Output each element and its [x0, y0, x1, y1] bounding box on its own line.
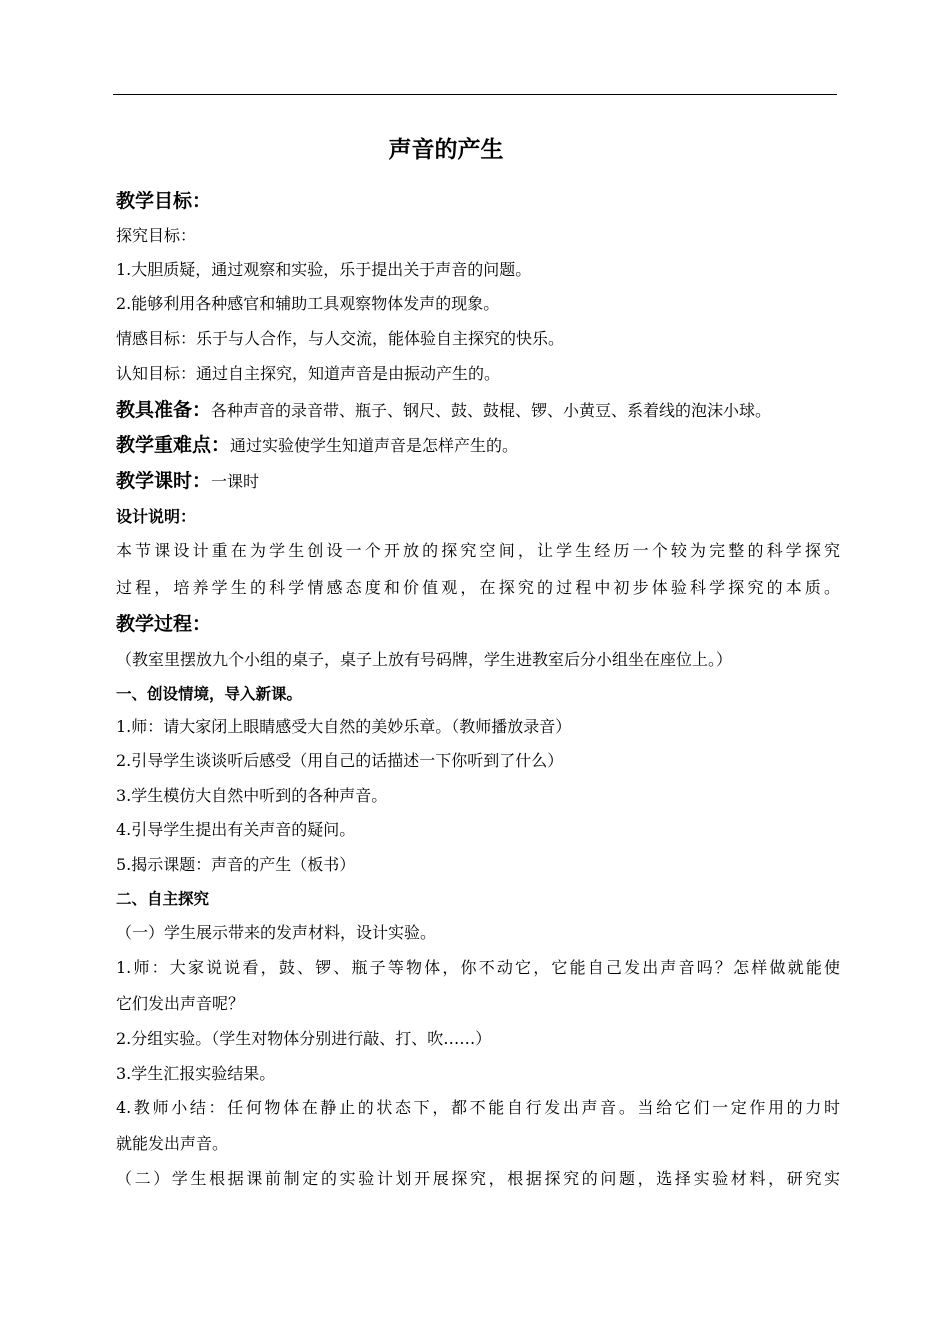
- key-line: [116, 433, 518, 457]
- section-2-title: 二、自主探究: [116, 889, 210, 908]
- process-intro: （教室里摆放九个小组的桌子，桌子上放有号码牌，学生进教室后分小组坐在座位上。）: [116, 650, 733, 669]
- section-1-item: 4.引导学生提出有关声音的疑问。: [116, 820, 356, 839]
- section-1-item: 2.引导学生谈谈听后感受（用自己的话描述一下你听到了什么）: [116, 751, 564, 770]
- design-paragraph-line-1: 本节课设计重在为学生创设一个开放的探究空间，让学生经历一个较为完整的科学探究: [116, 541, 840, 560]
- tools-text: 各种声音的录音带、瓶子、钢尺、鼓、鼓棍、锣、小黄豆、系着线的泡沫小球。: [211, 401, 772, 420]
- section-1-item: 5.揭示课题：声音的产生（板书）: [116, 855, 356, 874]
- tools-label: 教具准备：: [116, 399, 212, 421]
- section-2-item-4-line-2: 就能发出声音。: [116, 1134, 229, 1153]
- header-rule: [113, 94, 837, 95]
- explore-label: 探究目标：: [116, 226, 197, 245]
- hours-line: [116, 469, 259, 493]
- section-1-item: 3.学生模仿大自然中听到的各种声音。: [116, 786, 388, 805]
- section-2-item-3: 3.学生汇报实验结果。: [116, 1064, 276, 1083]
- section-1-title: 一、创设情境，导入新课。: [116, 684, 303, 703]
- emotion-goal: 情感目标：乐于与人合作，与人交流，能体验自主探究的快乐。: [116, 329, 565, 348]
- hours-text: 一课时: [211, 472, 260, 491]
- section-2-item-4-line-1: 4.教师小结：任何物体在静止的状态下，都不能自行发出声音。当给它们一定作用的力时: [116, 1098, 840, 1117]
- explore-item-2: 2.能够利用各种感官和辅助工具观察物体发声的现象。: [116, 294, 500, 313]
- key-text: 通过实验使学生知道声音是怎样产生的。: [230, 436, 519, 455]
- cognitive-goal: 认知目标：通过自主探究，知道声音是由振动产生的。: [116, 364, 501, 383]
- process-heading: 教学过程：: [116, 613, 212, 635]
- section-2-item-1-line-1: 1.师：大家说说看，鼓、锣、瓶子等物体，你不动它，它能自己发出声音吗？怎样做就能使: [116, 958, 840, 977]
- section-2-item-2: 2.分组实验。（学生对物体分别进行敲、打、吹……）: [116, 1029, 492, 1048]
- tools-line: [116, 398, 771, 422]
- section-2-sub-2: （二）学生根据课前制定的实验计划开展探究，根据探究的问题，选择实验材料，研究实: [116, 1169, 840, 1188]
- hours-label: 教学课时：: [116, 470, 212, 492]
- design-label: 设计说明：: [116, 507, 197, 526]
- section-1-item: 1.师：请大家闭上眼睛感受大自然的美妙乐章。（教师播放录音）: [116, 717, 572, 736]
- explore-item-1: 1.大胆质疑，通过观察和实验，乐于提出关于声音的问题。: [116, 260, 532, 279]
- goals-heading: 教学目标：: [116, 190, 212, 212]
- key-label: 教学重难点：: [116, 434, 231, 456]
- design-paragraph-line-2: 过程，培养学生的科学情感态度和价值观，在探究的过程中初步体验科学探究的本质。: [116, 578, 840, 597]
- section-2-sub-1: （一）学生展示带来的发声材料，设计实验。: [116, 923, 437, 942]
- section-2-item-1-line-2: 它们发出声音呢？: [116, 994, 245, 1013]
- page-title: 声音的产生: [388, 136, 504, 163]
